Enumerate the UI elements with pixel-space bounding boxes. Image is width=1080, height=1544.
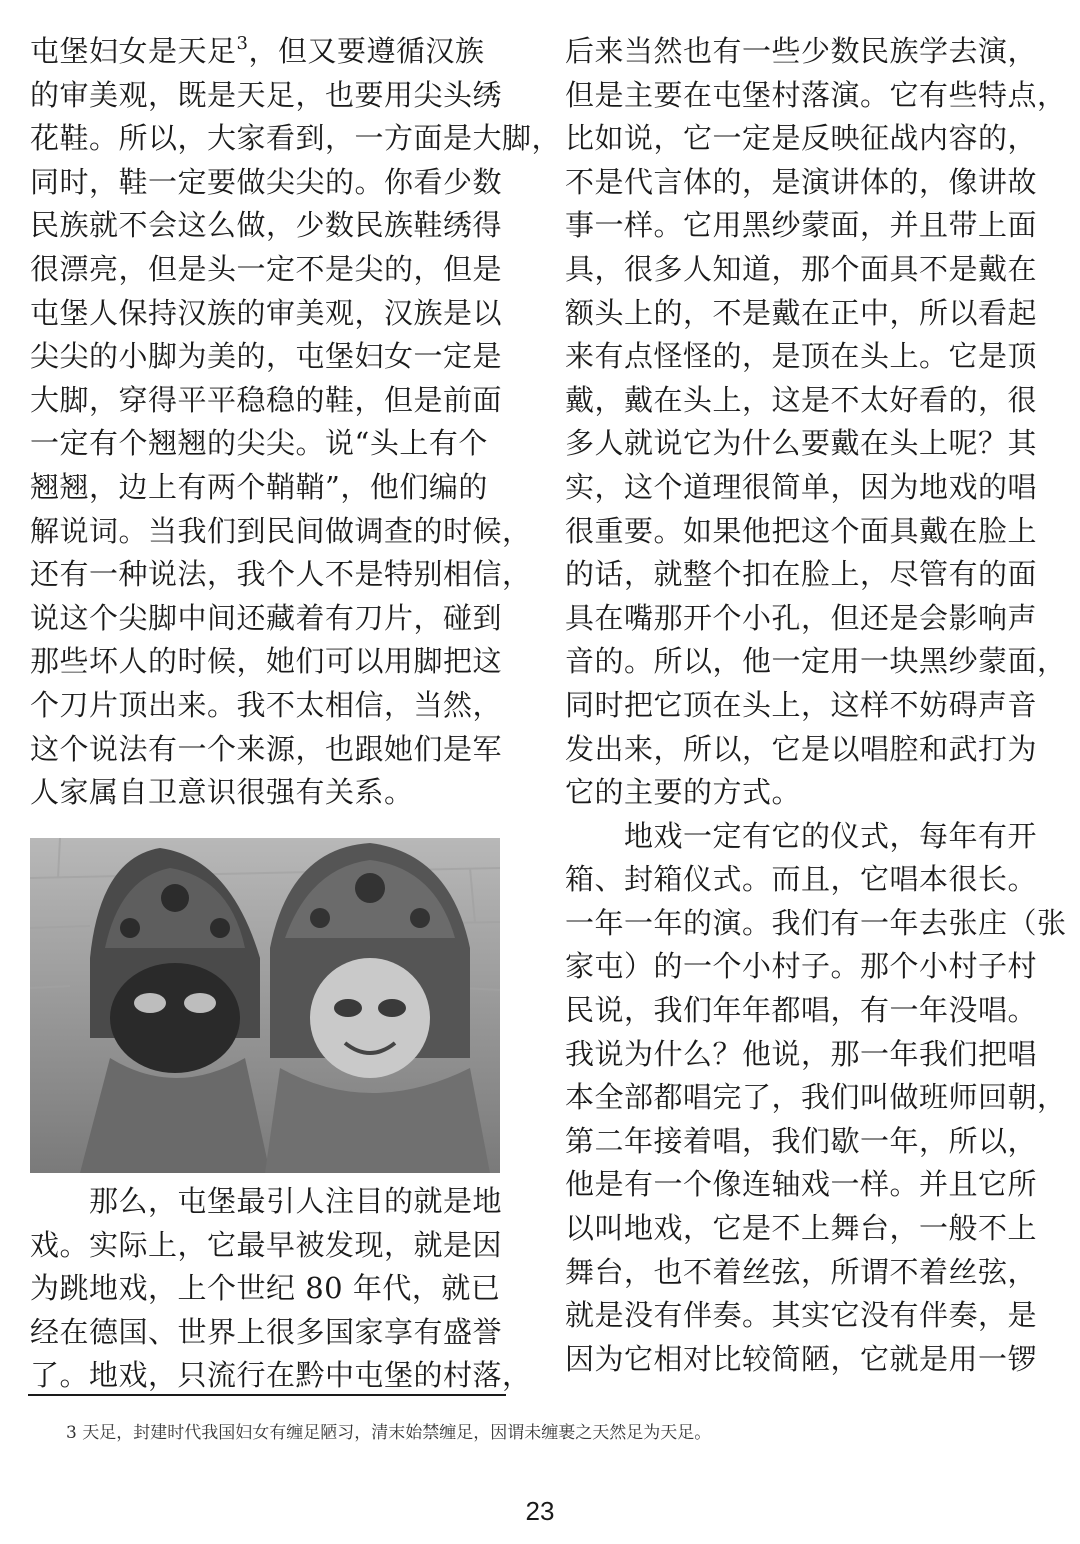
text-line: 比如说，它一定是反映征战内容的，	[565, 121, 1038, 156]
left-column-top	[30, 30, 562, 815]
text-line: 屯堡人保持汉族的审美观，汉族是以	[30, 295, 503, 330]
text-line: 民说，我们年年都唱，有一年没唱。	[565, 993, 1038, 1028]
text-line: 还有一种说法，我个人不是特别相信，	[30, 557, 532, 592]
text-line: 很重要。如果他把这个面具戴在脸上	[565, 513, 1038, 548]
text-line: 来有点怪怪的，是顶在头上。它是顶	[565, 339, 1038, 374]
text-line: 因为它相对比较简陋，它就是用一锣	[565, 1341, 1038, 1376]
text-line: 那些坏人的时候，她们可以用脚把这	[30, 644, 503, 679]
text-line: 音的。所以，他一定用一块黑纱蒙面，	[565, 644, 1067, 679]
text-line: 屯堡妇女是天足$^3$，但又要遵循汉族	[30, 33, 485, 68]
text-line: 同时把它顶在头上，这样不妨碍声音	[565, 687, 1038, 722]
page-number: 23	[525, 1496, 555, 1526]
text-line: 了。地戏，只流行在黔中屯堡的村落，	[30, 1358, 532, 1393]
text-line: 那么，屯堡最引人注目的就是地	[30, 1184, 503, 1218]
text-line: 后来当然也有一些少数民族学去演，	[565, 34, 1038, 68]
text-line: 不是代言体的，是演讲体的，像讲故	[565, 164, 1038, 199]
text-line: 大脚，穿得平平稳稳的鞋，但是前面	[30, 382, 503, 417]
text-line: 他是有一个像连轴戏一样。并且它所	[565, 1167, 1038, 1202]
text-line: 翘翘，边上有两个鞘鞘”，他们编的	[30, 469, 488, 504]
text-line: 事一样。它用黑纱蒙面，并且带上面	[565, 208, 1038, 243]
text-line: 就是没有伴奏。其实它没有伴奏，是	[565, 1298, 1038, 1333]
text-line: 舞台，也不着丝弦，所谓不着丝弦，	[565, 1254, 1038, 1289]
dixi-masks-photo	[30, 838, 500, 1173]
text-line: 家屯）的一个小村子。那个小村子村	[565, 949, 1038, 984]
text-line: 人家属自卫意识很强有关系。	[30, 775, 414, 810]
footnote-reference[interactable]: 3	[236, 33, 249, 54]
text-line: 为跳地戏，上个世纪 80 年代，就已	[30, 1271, 501, 1306]
text-line: 以叫地戏，它是不上舞台，一般不上	[565, 1211, 1038, 1246]
text-line: 它的主要的方式。	[565, 775, 802, 810]
text-line: 本全部都唱完了，我们叫做班师回朝，	[565, 1080, 1067, 1115]
text-line: 很漂亮，但是头一定不是尖的，但是	[30, 251, 503, 286]
text-line: 民族就不会这么做，少数民族鞋绣得	[30, 208, 503, 243]
text-line: 箱、封箱仪式。而且，它唱本很长。	[565, 862, 1038, 897]
text-line: 额头上的，不是戴在正中，所以看起	[565, 295, 1038, 330]
text-line: 实，这个道理很简单，因为地戏的唱	[565, 469, 1038, 504]
text-line: 个刀片顶出来。我不太相信，当然，	[30, 687, 503, 722]
text-line: 同时，鞋一定要做尖尖的。你看少数	[30, 164, 503, 199]
text-line: 但是主要在屯堡村落演。它有些特点，	[565, 77, 1067, 112]
footnote: 3 天足，封建时代我国妇女有缠足陋习，清末始禁缠足，因谓未缠裹之天然足为天足。	[66, 1423, 712, 1443]
text-line: 具在嘴那开个小孔，但还是会影响声	[565, 600, 1038, 635]
text-line: 的审美观，既是天足，也要用尖头绣	[30, 77, 503, 112]
text-line: 这个说法有一个来源，也跟她们是军	[30, 731, 503, 766]
text-line: 发出来，所以，它是以唱腔和武打为	[565, 731, 1038, 766]
right-column	[565, 30, 1067, 1381]
text-line: 尖尖的小脚为美的，屯堡妇女一定是	[30, 339, 503, 374]
text-line: 花鞋。所以，大家看到，一方面是大脚，	[30, 121, 562, 156]
text-line: 的话，就整个扣在脸上，尽管有的面	[565, 557, 1038, 592]
footnote-divider	[28, 1394, 506, 1396]
text-line: 解说词。当我们到民间做调查的时候，	[30, 513, 532, 548]
text-line: 一定有个翘翘的尖尖。说“头上有个	[30, 426, 488, 461]
text-line: 经在德国、世界上很多国家享有盛誉	[30, 1314, 503, 1349]
text-line: 多人就说它为什么要戴在头上呢？其	[565, 426, 1038, 461]
text-line: 戏。实际上，它最早被发现，就是因	[30, 1227, 503, 1262]
text-line: 第二年接着唱，我们歇一年，所以，	[565, 1123, 1038, 1158]
text-line: 一年一年的演。我们有一年去张庄（张	[565, 905, 1067, 940]
text-line: 地戏一定有它的仪式，每年有开	[565, 818, 1038, 853]
text-line: 我说为什么？他说，那一年我们把唱	[565, 1036, 1038, 1071]
left-column-bottom	[30, 1180, 532, 1398]
text-line: 说这个尖脚中间还藏着有刀片，碰到	[30, 600, 503, 635]
text-line: 具，很多人知道，那个面具不是戴在	[565, 251, 1038, 286]
text-line: 戴，戴在头上，这是不太好看的，很	[565, 382, 1038, 417]
